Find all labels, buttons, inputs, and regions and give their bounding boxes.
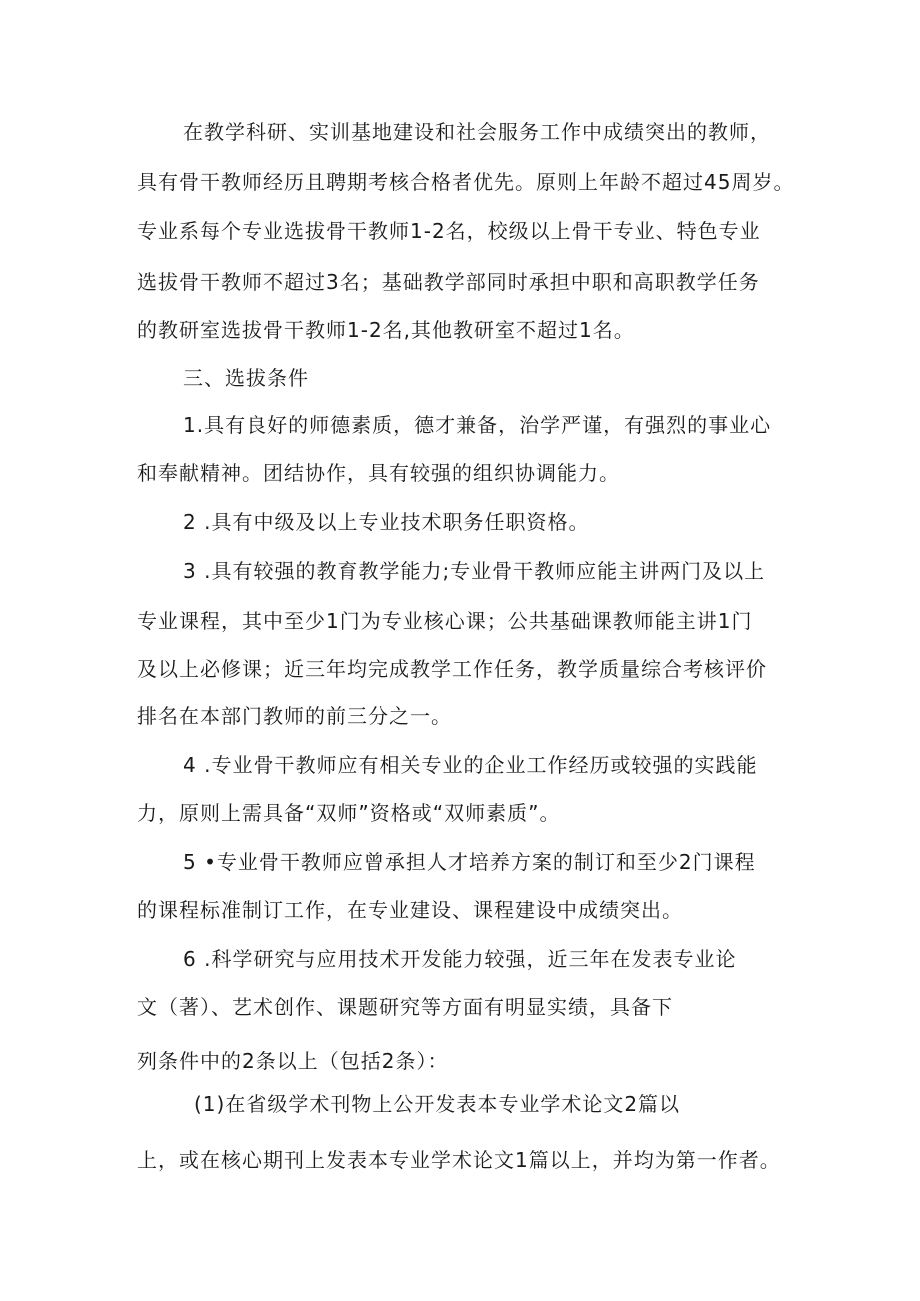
condition-1-line-2: 和奉献精神。团结协作，具有较强的组织协调能力。 bbox=[137, 461, 620, 485]
condition-6-line-2: 文（著）、艺术创作、课题研究等方面有明显实绩，具备下 bbox=[137, 995, 673, 1019]
condition-5-line-1: 5 •专业骨干教师应曾承担人才培养方案的制订和至少2门课程 bbox=[183, 850, 756, 874]
condition-1-line-1: 1.具有良好的师德素质，德才兼备，治学严谨，有强烈的事业心 bbox=[183, 413, 772, 437]
paragraph-line-1: 在教学科研、实训基地建设和社会服务工作中成绩突出的教师， bbox=[183, 120, 771, 144]
condition-4-line-2: 力，原则上需具备“双师”资格或“双师素质”。 bbox=[137, 801, 561, 825]
condition-4-line-1: 4 .专业骨干教师应有相关专业的企业工作经历或较强的实践能 bbox=[183, 753, 758, 777]
paragraph-line-2: 具有骨干教师经历且聘期考核合格者优先。原则上年龄不超过45周岁。 bbox=[137, 170, 795, 194]
condition-2-line-1: 2 .具有中级及以上专业技术职务任职资格。 bbox=[183, 510, 590, 534]
paragraph-line-3: 专业系每个专业选拔骨干教师1-2名，校级以上骨干专业、特色专业 bbox=[137, 219, 761, 243]
paragraph-line-5: 的教研室选拔骨干教师1-2名,其他教研室不超过1名。 bbox=[137, 318, 635, 342]
paragraph-line-4: 选拔骨干教师不超过3名；基础教学部同时承担中职和高职教学任务 bbox=[137, 270, 760, 294]
condition-6-line-3: 列条件中的2条以上（包括2条）： bbox=[137, 1049, 449, 1073]
condition-3-line-1: 3 .具有较强的教育教学能力;专业骨干教师应能主讲两门及以上 bbox=[183, 559, 766, 583]
condition-3-line-3: 及以上必修课；近三年均完成教学工作任务，教学质量综合考核评价 bbox=[137, 657, 767, 681]
condition-3-line-4: 排名在本部门教师的前三分之一。 bbox=[137, 704, 452, 728]
sub-item-1-line-1: (1)在省级学术刊物上公开发表本专业学术论文2篇以 bbox=[194, 1092, 681, 1116]
sub-item-1-line-2: 上，或在核心期刊上发表本专业学术论文1篇以上，并均为第一作者。 bbox=[137, 1148, 781, 1172]
condition-5-line-2: 的课程标准制订工作，在专业建设、课程建设中成绩突出。 bbox=[137, 898, 683, 922]
condition-6-line-1: 6 .科学研究与应用技术开发能力较强，近三年在发表专业论 bbox=[183, 947, 737, 971]
condition-3-line-2: 专业课程，其中至少1门为专业核心课；公共基础课教师能主讲1门 bbox=[137, 609, 753, 633]
section-heading: 三、选拔条件 bbox=[183, 366, 309, 390]
